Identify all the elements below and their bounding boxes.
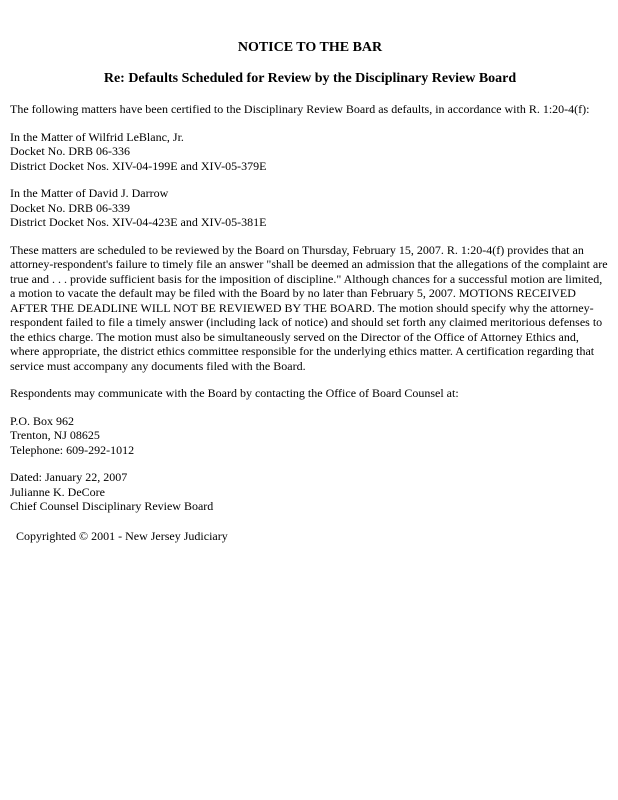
- contact-intro: Respondents may communicate with the Board by contacting the Office of Board Counsel at:: [10, 386, 459, 400]
- matter-block-darrow: [10, 186, 610, 230]
- page-title: NOTICE TO THE BAR: [237, 40, 383, 55]
- matter-docket: Docket No. DRB 06-336: [10, 144, 130, 158]
- dated-line: Dated: January 22, 2007: [10, 470, 128, 484]
- matter-docket: Docket No. DRB 06-339: [10, 200, 130, 215]
- signer-role: Chief Counsel Disciplinary Review Board: [10, 499, 214, 513]
- signature-block: [10, 470, 610, 514]
- matter-name: In the Matter of Wilfrid LeBlanc, Jr.: [10, 129, 184, 144]
- page-subtitle: Re: Defaults Scheduled for Review by the Disciplinary Review Board: [103, 71, 517, 86]
- matter-district-docket: District Docket Nos. XIV-04-423E and XIV-05-381E: [10, 215, 267, 229]
- matter-name: In the Matter of David J. Darrow: [10, 186, 169, 200]
- copyright-notice: Copyrighted © 2001 - New Jersey Judiciary: [16, 528, 228, 543]
- address-block: [10, 414, 610, 458]
- intro-paragraph: The following matters have been certified to the Disciplinary Review Board as defaults, in accordance with R. 1:20-4(f):: [10, 102, 590, 116]
- po-box: P.O. Box 962: [10, 413, 75, 428]
- notice-page: [10, 0, 610, 543]
- telephone: Telephone: 609-292-1012: [10, 442, 135, 457]
- city-line: Trenton, NJ 08625: [10, 428, 100, 442]
- matter-district-docket: District Docket Nos. XIV-04-199E and XIV-05-379E: [10, 158, 267, 173]
- body-paragraph: These matters are scheduled to be reviewed by the Board on Thursday, February 15, 2007. R. 1:20-4(f) provides that an attorney-respondent's failure to timely file an answer "shall be deemed an admission that the allegations of the complaint are true and . . . provide sufficient basis for the imposition of discipline." Although chances for a successful motion are limited, a motion to vacate the default may be filed with the Board by no later than February 5, 2007. MOTIONS RECEIVED AFTER THE DEADLINE WILL NOT BE REVIEWED BY THE BOARD. The motion should specify why the attorney-respondent failed to file a timely answer (including lack of notice) and should set forth any claimed meritorious defenses to the ethics charge. The motion must also be simultaneously served on the Director of the Office of Attorney Ethics and, where appropriate, the district ethics committee responsible for the underlying ethics matter. A certification regarding that service must accompany any documents filed with the Board.: [10, 242, 608, 373]
- signer-name: Julianne K. DeCore: [10, 484, 105, 499]
- matter-block-leblanc: [10, 130, 610, 174]
